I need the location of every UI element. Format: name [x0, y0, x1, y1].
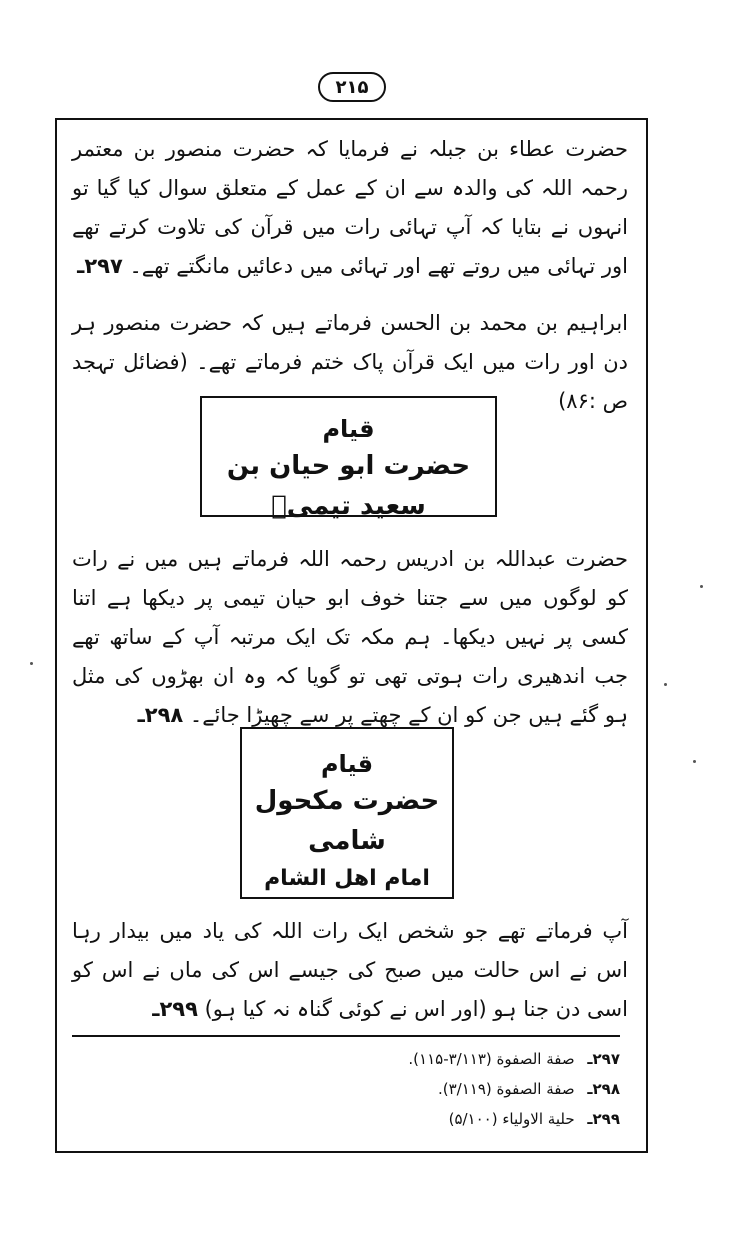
scan-speck [700, 585, 703, 588]
paragraph-1 [72, 130, 628, 286]
reference-number: ۲۹۸ـ [137, 703, 184, 727]
footnote-text: صفة الصفوة (۳/۱۱۹). [438, 1080, 575, 1098]
reference-number: ۲۹۷ـ [77, 254, 123, 278]
page-number: ۲۱۵ [318, 72, 386, 102]
footnote [300, 1044, 620, 1074]
footnote-text: صفة الصفوة (۳/۱۱۳-۱۱۵). [408, 1050, 575, 1068]
footnote [300, 1104, 620, 1134]
heading-subtitle: امام اهل الشام [264, 866, 430, 891]
heading-box-makhul [240, 727, 454, 899]
footnote-divider [72, 1035, 620, 1037]
scan-speck [693, 760, 696, 763]
reference-number: ۲۹۹ـ [152, 997, 198, 1021]
heading-name: حضرت ابو حیان بن سعید تیمیؒ [226, 451, 471, 521]
paragraph-3 [72, 540, 628, 735]
scan-speck [30, 662, 33, 665]
paragraph-text: حضرت عطاء بن جبلہ نے فرمایا کہ حضرت منصور بن معتمر رحمہ اللہ کی والدہ سے ان کے عمل کے متعلق سوال کیا گیا تو انہوں نے بتایا کہ آپ تہائی رات میں قرآن کی تلاوت کرتے تھے اور تہائی میں روتے تھے اور تہائی میں دعائیں مانگتے تھے۔ [72, 137, 628, 278]
scan-speck [664, 683, 667, 686]
heading-box-abu-hayyan [200, 396, 497, 521]
footnotes [300, 1044, 620, 1134]
paragraph-text: آپ فرماتے تھے جو شخص ایک رات اللہ کی یاد میں بیدار رہا اس نے اس حالت میں صبح کی جیسے اس کی ماں نے اس کو اسی دن جنا ہو (اور اس نے کوئی گناہ نہ کیا ہو) [72, 919, 628, 1021]
footnote [300, 1074, 620, 1104]
footnote-number: ۲۹۷ـ [587, 1050, 620, 1068]
heading-name: حضرت مکحول شامی [254, 786, 440, 856]
paragraph-text: ابراہیم بن محمد بن الحسن فرماتے ہیں کہ حضرت منصور ہر دن اور رات میں ایک قرآن پاک ختم فرماتے تھے۔ (فضائل تہجد ص :۸۶) [72, 311, 628, 413]
paragraph-text: حضرت عبداللہ بن ادریس رحمہ اللہ فرماتے ہیں میں نے رات کو لوگوں میں سے جتنا خوف ابو حیان تیمی پر دیکھا ہے اتنا کسی پر نہیں دیکھا۔ ہم مکہ تک ایک مرتبہ آپ کے ساتھ تھے جب اندھیری رات ہوتی تھی تو گویا کہ وہ ان بھڑوں کی مثل ہو گئے ہیں جن کو ان کے چھتے پر سے چھیڑا جائے۔ [72, 547, 628, 727]
footnote-number: ۲۹۹ـ [587, 1110, 620, 1128]
heading-title: قیام [320, 750, 374, 778]
heading-title: قیام [322, 415, 375, 443]
footnote-number: ۲۹۸ـ [587, 1080, 620, 1098]
paragraph-4 [72, 912, 628, 1029]
footnote-text: حلية الاولياء (۵/۱۰۰) [448, 1110, 575, 1128]
